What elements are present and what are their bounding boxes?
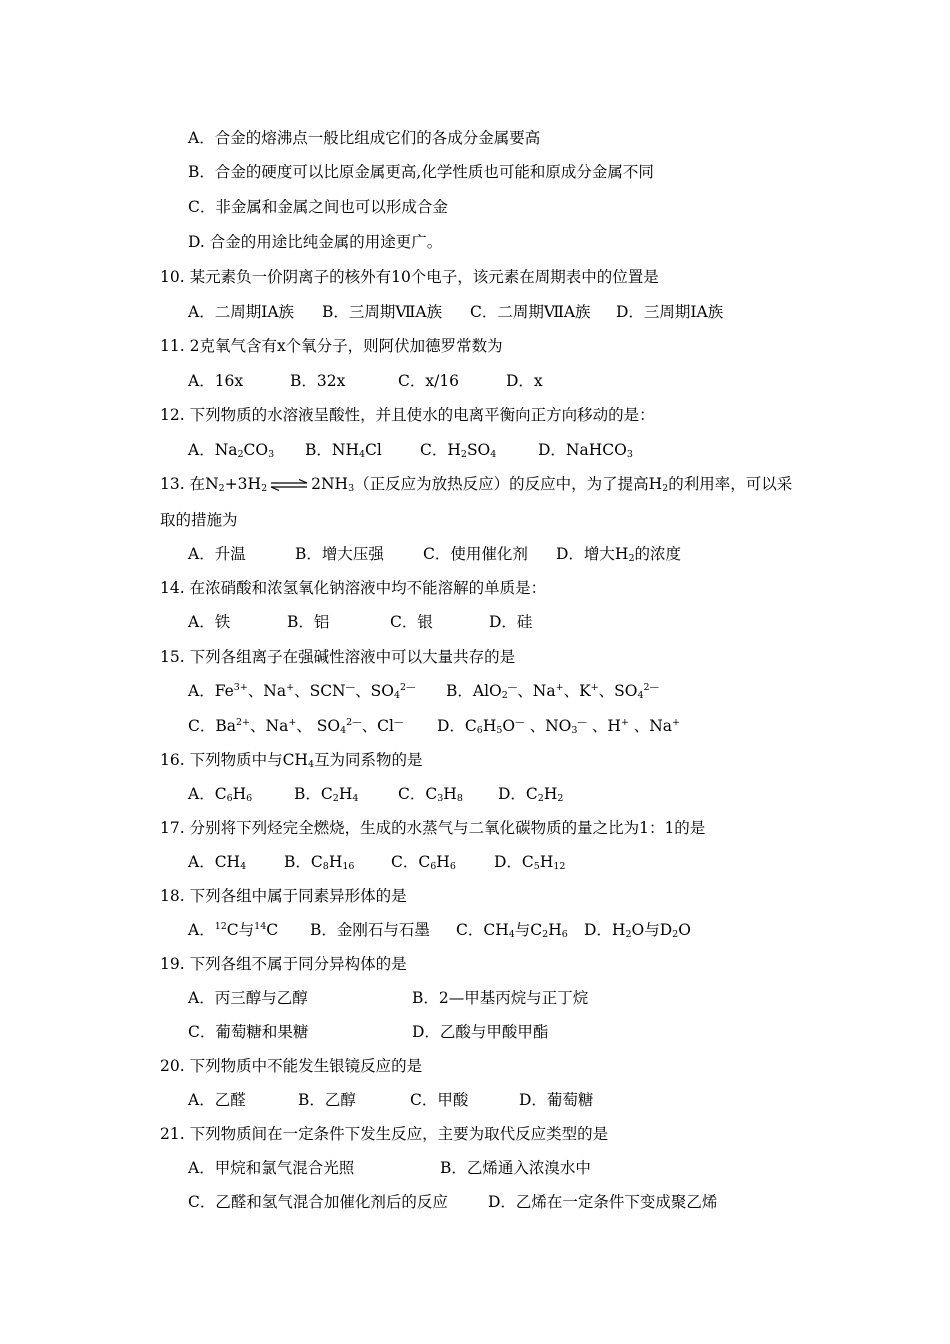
q13-stem: 13. 在$N_2+3H_2$ $2NH_3$（正反应为放热反应）的反应中，为了提高$H_2$的利用率，可以采: [160, 475, 793, 494]
q19-option-d: D．乙酸与甲酸甲酯: [412, 1023, 549, 1041]
q18-option-d: D．$H_2O$与$D_2O$: [584, 921, 691, 940]
q10-option-c: C．二周期ⅦA族: [470, 303, 591, 321]
q12-option-a: A．$Na_2CO_3$: [188, 441, 275, 460]
q20-option-c: C．甲酸: [410, 1091, 469, 1109]
q20-stem: 20. 下列物质中不能发生银镜反应的是: [160, 1057, 423, 1075]
q19-option-b: B．2—甲基丙烷与正丁烷: [412, 989, 589, 1007]
q21-option-d: D．乙烯在一定条件下变成聚乙烯: [488, 1193, 718, 1211]
q19-stem: 19. 下列各组不属于同分异构体的是: [160, 955, 407, 973]
equilibrium-arrow-icon: [269, 479, 309, 491]
q9-option-a: A．合金的熔沸点一般比组成它们的各成分金属要高: [188, 129, 541, 147]
q14-stem: 14. 在浓硝酸和浓氢氧化钠溶液中均不能溶解的单质是：: [160, 579, 547, 597]
q19-option-c: C．葡萄糖和果糖: [188, 1023, 309, 1041]
q15-stem: 15. 下列各组离子在强碱性溶液中可以大量共存的是: [160, 648, 516, 666]
q10-option-b: B．三周期ⅦA族: [322, 303, 443, 321]
q14-option-d: D．硅: [489, 613, 533, 631]
q9-option-c: C．非金属和金属之间也可以形成合金: [188, 198, 448, 216]
q21-option-a: A．甲烷和氯气混合光照: [188, 1159, 355, 1177]
q21-stem: 21. 下列物质间在一定条件下发生反应，主要为取代反应类型的是: [160, 1125, 609, 1143]
q16-option-a: A．$C_6H_6$: [188, 785, 253, 804]
q16-option-d: D．$C_2H_2$: [498, 785, 564, 804]
q19-option-a: A．丙三醇与乙醇: [188, 989, 308, 1007]
q17-option-d: D．$C_5H_{12}$: [494, 853, 566, 872]
q14-option-a: A．铁: [188, 613, 231, 631]
q10-option-d: D．三周期IA族: [616, 303, 724, 321]
q11-option-d: D．x: [506, 372, 543, 390]
q9-option-d: D. 合金的用途比纯金属的用途更广。: [188, 233, 443, 251]
q15-option-b: B．AlO$_2$—、Na+、K+、$SO_4^{2—}$: [446, 682, 660, 701]
q12-stem: 12. 下列物质的水溶液呈酸性，并且使水的电离平衡向正方向移动的是：: [160, 406, 655, 424]
q17-option-b: B．$C_8H_{16}$: [284, 853, 355, 872]
q11-option-c: C．x/16: [398, 372, 460, 390]
q15-option-a: A．$Fe^{3+}$、Na+、SCN—、$SO_4^{2—}$: [188, 682, 416, 701]
q11-option-a: A．16x: [188, 372, 244, 390]
q14-option-c: C．银: [390, 613, 433, 631]
q16-option-c: C．$C_3H_8$: [398, 785, 463, 804]
q18-option-a: A．$^{12}$C与$^{14}$C: [188, 921, 279, 939]
q9-option-b: B．合金的硬度可以比原金属更高,化学性质也可能和原成分金属不同: [188, 163, 654, 181]
q11-option-b: B．32x: [290, 372, 346, 390]
q17-option-c: C．$C_6H_6$: [391, 853, 456, 872]
q20-option-d: D．葡萄糖: [519, 1091, 594, 1109]
q14-option-b: B．铝: [287, 613, 330, 631]
q16-stem: 16. 下列物质中与$CH_4$互为同系物的是: [160, 751, 423, 770]
q17-stem: 17. 分别将下列烃完全燃烧，生成的水蒸气与二氧化碳物质的量之比为1：1的是: [160, 819, 706, 837]
q12-option-b: B．$NH_4Cl$: [305, 441, 382, 460]
q12-option-c: C．$H_2SO_4$: [420, 441, 497, 460]
q20-option-a: A．乙醛: [188, 1091, 246, 1109]
q13-option-a: A．升温: [188, 545, 246, 563]
q12-option-d: D．NaHCO$_3$: [538, 441, 633, 460]
q21-option-b: B．乙烯通入浓溴水中: [440, 1159, 591, 1177]
q15-option-c: C．$Ba^{2+}$、Na+、 $SO_4^{2—}$、Cl—: [188, 717, 404, 736]
q13-stem-continued: 取的措施为: [160, 511, 238, 529]
q21-option-c: C．乙醛和氢气混合加催化剂后的反应: [188, 1193, 448, 1211]
q10-option-a: A．二周期IA族: [188, 303, 295, 321]
q18-option-b: B．金刚石与石墨: [310, 921, 430, 939]
q15-option-d: D．$C_6H_5O^—$ 、$NO_3^—$ 、H+ 、Na+: [437, 717, 681, 736]
q13-option-c: C．使用催化剂: [423, 545, 528, 563]
q20-option-b: B．乙醇: [298, 1091, 356, 1109]
q13-option-b: B．增大压强: [295, 545, 384, 563]
q10-stem: 10. 某元素负一价阴离子的核外有10个电子，该元素在周期表中的位置是: [160, 268, 659, 286]
q18-option-c: C．$CH_4$与$C_2H_6$: [456, 921, 568, 940]
q13-option-d: D．增大$H_2$的浓度: [556, 545, 682, 564]
q16-option-b: B．$C_2H_4$: [294, 785, 359, 804]
q11-stem: 11. 2克氧气含有x个氧分子，则阿伏加德罗常数为: [160, 337, 503, 355]
q18-stem: 18. 下列各组中属于同素异形体的是: [160, 887, 407, 905]
q17-option-a: A．$CH_4$: [188, 853, 247, 872]
